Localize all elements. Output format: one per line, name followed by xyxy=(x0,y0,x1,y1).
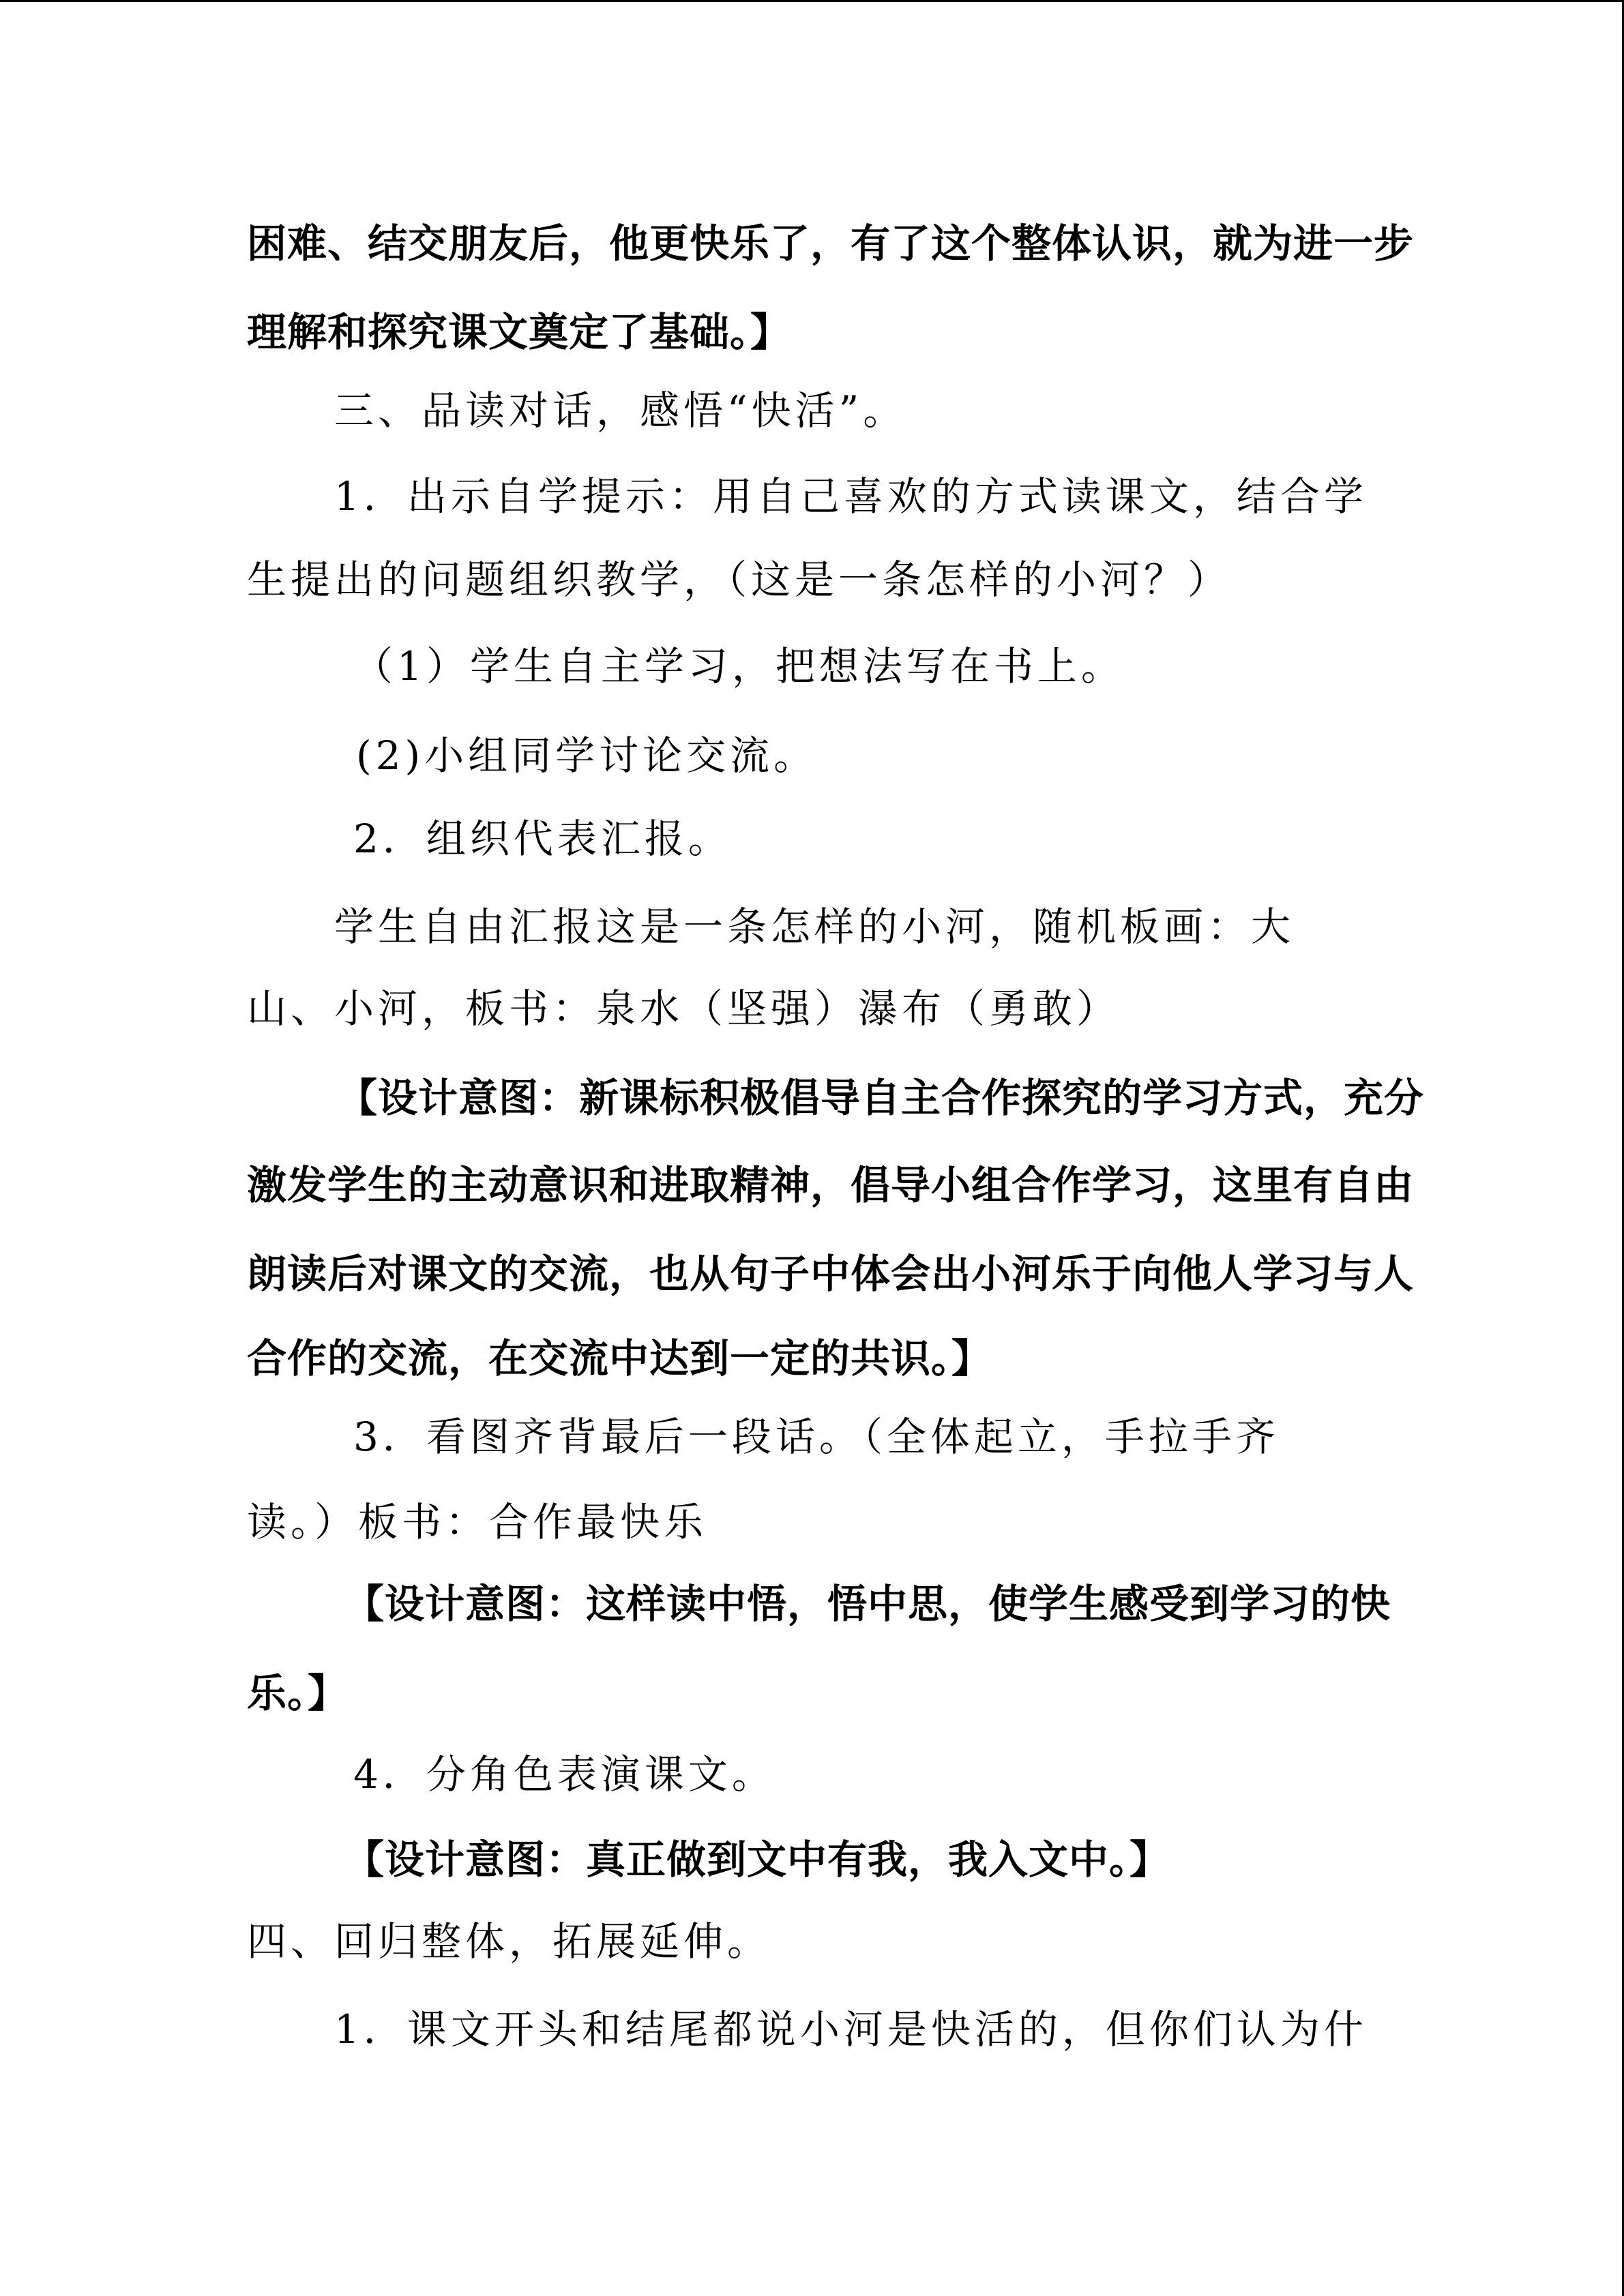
design-intent-note: 【设计意图：新课标积极倡导自主合作探究的学习方式，充分 xyxy=(338,1075,1425,1121)
design-intent-note: 【设计意图：真正做到文中有我，我入文中。】 xyxy=(344,1836,1170,1883)
design-intent-note: 朗读后对课文的交流，也从句子中体会出小河乐于向他人学习与人 xyxy=(247,1251,1415,1297)
text-line: (2)小组同学讨论交流。 xyxy=(356,732,818,779)
text-line: 1．出示自学提示：用自己喜欢的方式读课文，结合学 xyxy=(334,473,1368,520)
text-line: 学生自由汇报这是一条怎样的小河，随机板画：大 xyxy=(334,904,1295,950)
text-line: 3．看图齐背最后一段话。（全体起立，手拉手齐 xyxy=(353,1414,1280,1460)
text-line: 1．课文开头和结尾都说小河是快活的，但你们认为什 xyxy=(334,2006,1368,2053)
section-heading: 三、品读对话，感悟“快活”。 xyxy=(334,387,907,434)
text-line: 读。）板书：合作最快乐 xyxy=(247,1499,708,1545)
text-line: 山、小河，板书：泉水（坚强）瀑布（勇敢） xyxy=(247,985,1121,1032)
text-line: 4．分角色表演课文。 xyxy=(353,1751,776,1798)
text-line: 理解和探究课文奠定了基础。】 xyxy=(247,309,791,355)
design-intent-note: 激发学生的主动意识和进取精神，倡导小组合作学习，这里有自由 xyxy=(247,1162,1415,1208)
text-line: 困难、结交朋友后，他更快乐了，有了这个整体认识，就为进一步 xyxy=(247,220,1415,267)
page-border-top xyxy=(0,0,1624,2)
text-line: 生提出的问题组织教学，（这是一条怎样的小河？） xyxy=(247,556,1232,603)
section-heading: 四、回归整体，拓展延伸。 xyxy=(247,1918,771,1965)
text-line: 2．组织代表汇报。 xyxy=(353,816,732,862)
design-intent-note: 【设计意图：这样读中悟，悟中思，使学生感受到学习的快 xyxy=(344,1581,1391,1627)
design-intent-note: 乐。】 xyxy=(247,1670,349,1716)
design-intent-note: 合作的交流，在交流中达到一定的共识。】 xyxy=(247,1335,992,1382)
text-line: （1）学生自主学习，把想法写在书上。 xyxy=(353,643,1125,689)
